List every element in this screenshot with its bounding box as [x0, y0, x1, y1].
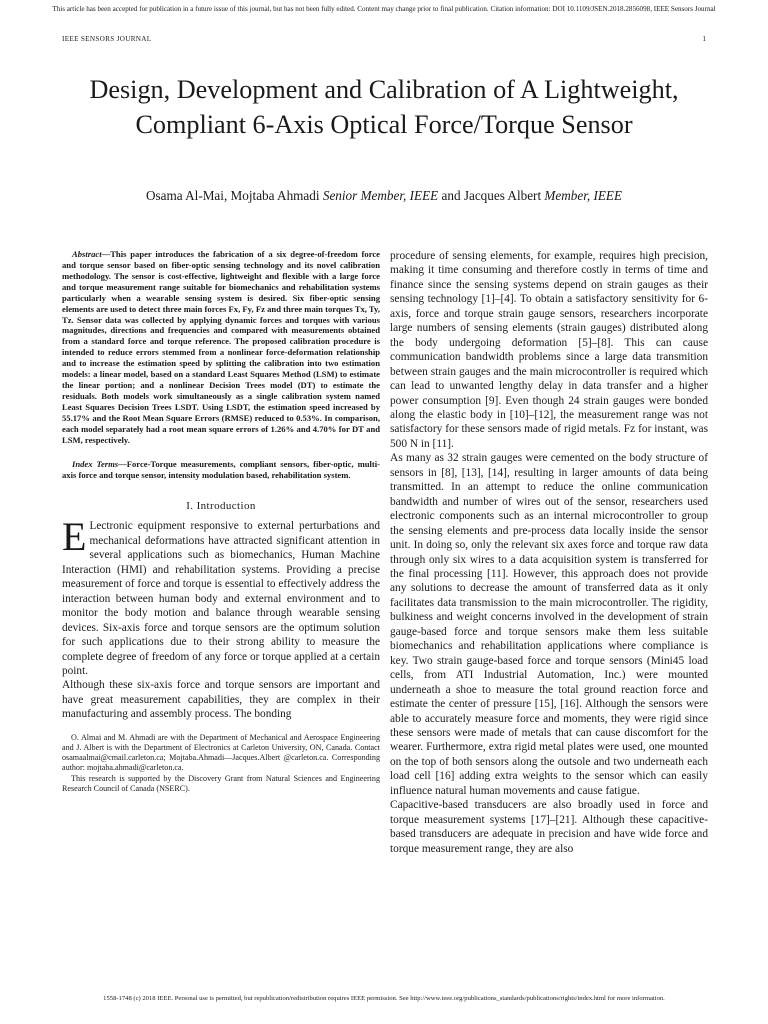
author-line — [62, 188, 706, 204]
intro-paragraph-1 — [62, 514, 380, 678]
abstract-lead: Abstract — [72, 249, 102, 259]
body-paragraph-3: Capacitive-based transducers are also broadly used in force and torque measurement systems [17]–[21]. Although these capacitive-based transducers are adequate in precision and have wide force and torque measurement range, they are also — [390, 799, 708, 855]
index-terms-text: Force-Torque measurements, compliant sensors, fiber-optic, multi-axis force and torque sensor, intensity modulation based, rehabilitation system. — [62, 458, 381, 480]
drop-cap: E — [62, 514, 87, 560]
abstract-text: This paper introduces the fabrication of a six degree-of-freedom force and torque sensor based on fiber-optic sensing technology and its novel calibration methodology. The sensor is cost-effective, lightweight and flexible with a large force and torque measurement range suitable for biomechanics and rehabilitation systems particularly when a wearable sensing system is desired. Six fiber-optic sensing elements are used to detect three main forces Fx, Fy, Fz and three main torques Tx, Ty, Tz. Sensor data was collected by applying dynamic forces and torques with various magnitudes, directions and frequencies and compared with measurements obtained from a standard force and torque reference. The proposed calibration procedure is intended to reduce errors stemmed from a nonlinear force-deformation relationship and to increase the estimation speed by splitting the calibration into two estimation models: a linear model, based on a standard Least Squares Method (LSM) to estimate the linear portion; and a nonlinear Decision Trees model (DT) to estimate the residuals. Both models work simultaneously as a single calibration system named Least Squares Decision Trees LSDT. Using LSDT, the estimation speed increased by 55.17% and the Root Mean Square Errors (RMSE) reduced to 0.53%. In comparison, each model separately had a root mean square errors of 1.26% and 4.70% for DT and LSM, respectively. — [62, 249, 380, 445]
author-role-1: Senior Member, IEEE — [322, 188, 439, 203]
section-heading-introduction: I. Introduction — [186, 500, 256, 513]
paper-title: Design, Development and Calibration of A Lightweight, Compliant 6-Axis Optical Force/Torque Sensor — [89, 75, 679, 139]
body-paragraph-1: procedure of sensing elements, for example, requires high precision, making it time consuming and therefore costly in terms of time and finance since the sensing systems depend on strain gauges as their sensing technology [1]–[4]. To obtain a satisfactory sensitivity for 6-axis, force and torque strain gauge sensors, researchers incorporate large numbers of sensing elements (strain gauges) distributed along the body undergoing deformation [5]–[8]. This can cause communication bandwidth problems since a large data transmition between strain gauges and the main microcontroller is required which can lead to unwanted lengthy delay in data transfer and a higher power consumption [9]. Even though 24 strain gauges were bonded along the elastic body in [10]–[12], the measurement range was not satisfactory for these sensors made of rigid metals. Fz for instant, was 500 N in [11]. — [390, 250, 708, 450]
body-paragraph-2: As many as 32 strain gauges were cemented on the body structure of sensors in [8], [13], [14], resulting in larger amounts of data being transmitted. In an attempt to reduce the online communication bandwidth and number of wires out of the sensor, researchers used electronic components such as an internal microcontroller to group the sensing elements and pre-process data locally inside the sensor unit. In doing so, only the relevant six axes force and torque raw data through only six wires to a data acquisition system is transferred for the final processing [11]. However, this approach does not provide any solutions to decrease the amount of transferred data as it only facilitates data transmission to the main microcontroller. The rigidity, bulkiness and weight concerns involved in the development of strain gauge-based force and torque sensors make them less suitable biomechanics and rehabilitation applications where compliance is key. Two strain gauge-based force and torque sensors (Mini45 load cells, from ATI Industrial Automation, Inc.) were mounted underneath a shoe to measure the total ground reaction force and estimate the center of pressure [15], [16]. Although the sensors were able to accurately measure force and moments, they were rigid since these sensors were made of metals that can cause discomfort for the wearer. Furthermore, extra rigid metal plates were used, one mounted on the top of both sensors along the outsole and two underneath each load cell [16] adding extra weights to the sensor which can easily influence natural human movements and cause fatigue. — [390, 452, 708, 797]
abstract-dash: — — [101, 249, 111, 259]
abstract — [62, 249, 380, 446]
footnote-affiliation: O. Almai and M. Ahmadi are with the Department of Mechanical and Aerospace Engineering and J. Albert is with the Department of Electronics at Carleton University, ON, Canada. Contact osamaalmai@cmail.carleton.ca; Mojtaba.Ahmadi—Jacques.Albert @carleton.ca. Corresponding author: mojtaba.ahmadi@carleton.ca. — [62, 732, 380, 773]
preprint-notice: This article has been accepted for publication in a future issue of this journal, but has not been fully edited. Content may change prior to final publication. Citation information: DOI 10.1109/JSEN.2018.2856098, IEEE Sensors Journal — [52, 5, 716, 13]
footnote-funding: This research is supported by the Discovery Grant from Natural Sciences and Engineering Research Council of Canada (NSERC). — [62, 773, 380, 793]
index-terms-lead: Index Terms — [72, 458, 119, 469]
intro-paragraph-2: Although these six-axis force and torque sensors are important and have great measurement capabilities, they are complex in their manufacturing and assembly process. The bonding — [62, 679, 380, 721]
intro-paragraph-1-text: Lectronic equipment responsive to external perturbations and mechanical deformations have attracted significant attention in several applications such as biomechanics, Human Machine Interaction (HMI) and rehabilitation systems. Providing a precise measurement of force and torque is essential to effectively address the interaction between human body and external environment and to monitor the body motion and balance through wearable sensing devices. Six-axis force and torque sensors are the optimum solution for such applications due to their strong ability to measure the complete degree of freedom of any force or torque applied at a certain point. — [62, 520, 380, 677]
index-terms-dash: — — [118, 458, 127, 469]
left-column — [62, 249, 380, 794]
footnotes — [62, 733, 380, 794]
copyright-footer: 1558-1748 (c) 2018 IEEE. Personal use is permitted, but republication/redistribution requires IEEE permission. See http://www.ieee.org/publications_standards/publications/rights/index.html for more information. — [103, 995, 665, 1002]
author-role-2: Member, IEEE — [544, 188, 623, 203]
journal-running-head: IEEE SENSORS JOURNAL — [62, 35, 152, 43]
author-names-1: Osama Al-Mai, Mojtaba Ahmadi — [145, 188, 323, 203]
page-number: 1 — [702, 35, 706, 43]
right-column — [390, 249, 708, 856]
index-terms — [62, 459, 380, 481]
author-names-2: and Jacques Albert — [438, 188, 545, 203]
